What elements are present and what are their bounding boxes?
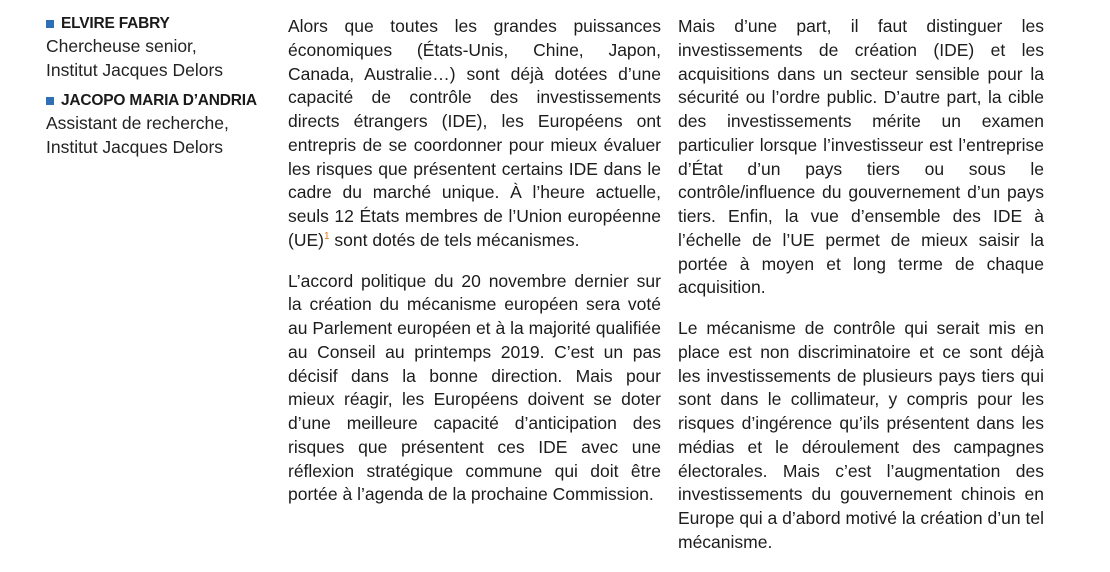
author-role: Chercheuse senior, [46, 36, 197, 56]
paragraph-text-end: sont dotés de tels mécanismes. [329, 229, 580, 250]
author-institution: Institut Jacques Delors [46, 136, 224, 157]
author-name [46, 90, 266, 112]
paragraph: L’accord politique du 20 novembre dernier sur la création du mécanisme européen sera voté au Parlement européen et à la majorité qualifiée au Conseil au printemps 2019. C’est un pas décisif dans la bonne direction. Mais pour mieux réagir, les Européens doivent se doter d’une meilleure capacité d’anticipation des risques que présentent ces IDE avec une réflexion stratégique commune qui doit être portée à l’agenda de la prochaine Commission. [288, 270, 661, 505]
author-jacopo-maria-dandria [46, 90, 266, 159]
author-elvire-fabry [46, 13, 266, 82]
author-list [46, 13, 266, 167]
paragraph: Mais d’une part, il faut distinguer les investissements de création (IDE) et les acquisitions dans un secteur sensible pour la sécurité ou l’ordre public. D’autre part, la cible des investissements mérite un examen particulier lorsque l’investisseur est l’entreprise d’État d’un pays tiers ou sous le contrôle/influence du gouvernement d’un pays tiers. Enfin, la vue d’ensemble des IDE à l’échelle de l’UE permet de mieux saisir la portée à moyen et long terme de chaque acquisition. [678, 16, 1044, 298]
author-institution: Institut Jacques Delors [46, 59, 224, 80]
square-bullet-icon [46, 97, 54, 105]
author-name [46, 13, 266, 35]
article-column-right [678, 15, 1044, 572]
author-name-text: ELVIRE FABRY [61, 15, 170, 32]
paragraph-text: Alors que toutes les grandes puissances économiques (États-Unis, Chine, Japon, Canada, Australie…) sont déjà dotées d’une capacité de contrôle des investissements directs étrangers (IDE), les Européens ont entrepris de se coordonner pour mieux évaluer les risques que présentent certains IDE dans le cadre du marché unique. À l’heure actuelle, seuls 12 États membres de l’Union européenne (UE) [288, 16, 661, 250]
author-name-text: JACOPO MARIA D’ANDRIA [61, 92, 257, 109]
author-role: Assistant de recherche, [46, 113, 229, 133]
paragraph: Le mécanisme de contrôle qui serait mis en place est non discriminatoire et ce sont déjà les investissements de plusieurs pays tiers qui sont dans le collimateur, y compris pour les risques d’ingérence qu’ils présentent dans les médias et le déroulement des campagnes électorales. Mais c’est l’augmentation des investissements du gouvernement chinois en Europe qui a d’abord motivé la création d’un tel mécanisme. [678, 318, 1044, 552]
article-column-middle [288, 15, 661, 524]
square-bullet-icon [46, 20, 54, 28]
footnote-marker[interactable]: 1 [323, 230, 330, 242]
paragraph [288, 15, 661, 253]
